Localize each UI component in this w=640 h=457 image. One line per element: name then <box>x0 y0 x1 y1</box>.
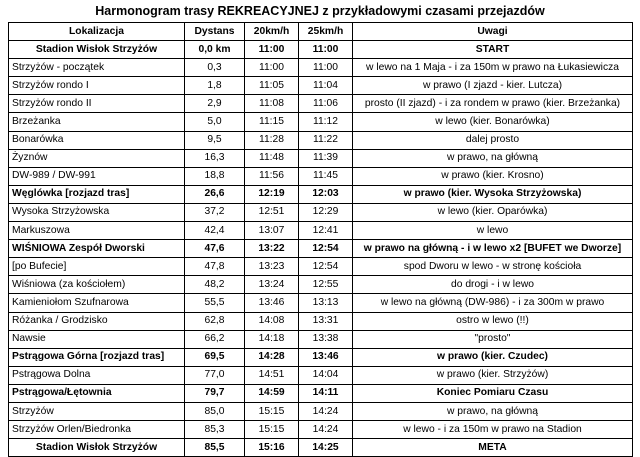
table-row <box>9 167 633 185</box>
header-notes: Uwagi <box>353 23 633 41</box>
location-cell: Brzeżanka <box>9 113 185 131</box>
notes-cell: w lewo na główną (DW-986) - i za 300m w prawo <box>353 294 633 312</box>
distance-cell: 77,0 <box>185 366 245 384</box>
location-cell: Węglówka [rozjazd tras] <box>9 185 185 203</box>
distance-cell: 69,5 <box>185 348 245 366</box>
location-cell: DW-989 / DW-991 <box>9 167 185 185</box>
time-25-cell: 12:55 <box>299 276 353 294</box>
table-row <box>9 113 633 131</box>
distance-cell: 2,9 <box>185 95 245 113</box>
time-25-cell: 12:41 <box>299 222 353 240</box>
location-cell: Bonarówka <box>9 131 185 149</box>
notes-cell: w prawo (kier. Krosno) <box>353 167 633 185</box>
distance-cell: 37,2 <box>185 203 245 221</box>
notes-cell: w prawo na główną - i w lewo x2 [BUFET we Dworze] <box>353 240 633 258</box>
time-25-cell: 14:24 <box>299 402 353 420</box>
distance-cell: 85,5 <box>185 439 245 457</box>
distance-cell: 47,6 <box>185 240 245 258</box>
time-25-cell: 12:03 <box>299 185 353 203</box>
table-row <box>9 95 633 113</box>
distance-cell: 48,2 <box>185 276 245 294</box>
distance-cell: 9,5 <box>185 131 245 149</box>
distance-cell: 26,6 <box>185 185 245 203</box>
time-20-cell: 14:18 <box>245 330 299 348</box>
notes-cell: ostro w lewo (!!) <box>353 312 633 330</box>
time-25-cell: 13:46 <box>299 348 353 366</box>
time-25-cell: 14:04 <box>299 366 353 384</box>
notes-cell: w prawo (I zjazd - kier. Lutcza) <box>353 77 633 95</box>
time-20-cell: 15:15 <box>245 421 299 439</box>
table-header-row <box>9 23 633 41</box>
distance-cell: 0,0 km <box>185 41 245 59</box>
location-cell: Pstrągowa Górna [rozjazd tras] <box>9 348 185 366</box>
table-row <box>9 330 633 348</box>
location-cell: Strzyżów Orlen/Biedronka <box>9 421 185 439</box>
distance-cell: 62,8 <box>185 312 245 330</box>
time-25-cell: 14:24 <box>299 421 353 439</box>
time-20-cell: 13:46 <box>245 294 299 312</box>
notes-cell: START <box>353 41 633 59</box>
location-cell: Pstrągowa/Łętownia <box>9 384 185 402</box>
table-row <box>9 77 633 95</box>
location-cell: Nawsie <box>9 330 185 348</box>
time-25-cell: 13:31 <box>299 312 353 330</box>
distance-cell: 47,8 <box>185 258 245 276</box>
distance-cell: 1,8 <box>185 77 245 95</box>
time-20-cell: 11:56 <box>245 167 299 185</box>
schedule-table <box>8 22 633 457</box>
location-cell: Wiśniowa (za kościołem) <box>9 276 185 294</box>
time-20-cell: 13:24 <box>245 276 299 294</box>
table-row <box>9 294 633 312</box>
time-25-cell: 11:45 <box>299 167 353 185</box>
table-row <box>9 185 633 203</box>
time-25-cell: 11:00 <box>299 59 353 77</box>
distance-cell: 5,0 <box>185 113 245 131</box>
time-20-cell: 15:15 <box>245 402 299 420</box>
time-20-cell: 11:28 <box>245 131 299 149</box>
location-cell: Markuszowa <box>9 222 185 240</box>
time-20-cell: 11:08 <box>245 95 299 113</box>
location-cell: Strzyżów rondo II <box>9 95 185 113</box>
time-20-cell: 14:51 <box>245 366 299 384</box>
time-20-cell: 14:28 <box>245 348 299 366</box>
distance-cell: 42,4 <box>185 222 245 240</box>
table-row <box>9 240 633 258</box>
time-25-cell: 12:54 <box>299 258 353 276</box>
distance-cell: 0,3 <box>185 59 245 77</box>
location-cell: Pstrągowa Dolna <box>9 366 185 384</box>
notes-cell: w lewo - i za 150m w prawo na Stadion <box>353 421 633 439</box>
time-20-cell: 11:48 <box>245 149 299 167</box>
location-cell: Strzyżów - początek <box>9 59 185 77</box>
table-row <box>9 59 633 77</box>
table-row <box>9 402 633 420</box>
table-row <box>9 276 633 294</box>
time-25-cell: 13:13 <box>299 294 353 312</box>
distance-cell: 85,3 <box>185 421 245 439</box>
time-25-cell: 11:39 <box>299 149 353 167</box>
time-20-cell: 14:59 <box>245 384 299 402</box>
time-20-cell: 11:05 <box>245 77 299 95</box>
time-20-cell: 14:08 <box>245 312 299 330</box>
time-20-cell: 13:23 <box>245 258 299 276</box>
location-cell: Wysoka Strzyżowska <box>9 203 185 221</box>
time-25-cell: 13:38 <box>299 330 353 348</box>
distance-cell: 66,2 <box>185 330 245 348</box>
table-row <box>9 203 633 221</box>
notes-cell: w lewo na 1 Maja - i za 150m w prawo na Łukasiewicza <box>353 59 633 77</box>
notes-cell: Koniec Pomiaru Czasu <box>353 384 633 402</box>
table-row <box>9 439 633 457</box>
time-25-cell: 14:25 <box>299 439 353 457</box>
distance-cell: 18,8 <box>185 167 245 185</box>
time-25-cell: 11:12 <box>299 113 353 131</box>
time-25-cell: 11:06 <box>299 95 353 113</box>
notes-cell: w lewo (kier. Bonarówka) <box>353 113 633 131</box>
table-row <box>9 41 633 59</box>
location-cell: Różanka / Grodzisko <box>9 312 185 330</box>
time-25-cell: 12:29 <box>299 203 353 221</box>
distance-cell: 85,0 <box>185 402 245 420</box>
location-cell: Strzyżów <box>9 402 185 420</box>
notes-cell: "prosto" <box>353 330 633 348</box>
time-20-cell: 12:19 <box>245 185 299 203</box>
distance-cell: 79,7 <box>185 384 245 402</box>
notes-cell: w prawo (kier. Strzyżów) <box>353 366 633 384</box>
table-row <box>9 384 633 402</box>
notes-cell: prosto (II zjazd) - i za rondem w prawo (kier. Brzeżanka) <box>353 95 633 113</box>
notes-cell: w prawo (kier. Czudec) <box>353 348 633 366</box>
notes-cell: w prawo (kier. Wysoka Strzyżowska) <box>353 185 633 203</box>
notes-cell: spod Dworu w lewo - w stronę kościoła <box>353 258 633 276</box>
time-20-cell: 11:15 <box>245 113 299 131</box>
location-cell: Stadion Wisłok Strzyżów <box>9 439 185 457</box>
table-row <box>9 131 633 149</box>
time-20-cell: 11:00 <box>245 41 299 59</box>
time-25-cell: 11:04 <box>299 77 353 95</box>
table-row <box>9 348 633 366</box>
location-cell: Stadion Wisłok Strzyżów <box>9 41 185 59</box>
notes-cell: do drogi - i w lewo <box>353 276 633 294</box>
time-20-cell: 13:07 <box>245 222 299 240</box>
notes-cell: w prawo, na główną <box>353 402 633 420</box>
time-20-cell: 11:00 <box>245 59 299 77</box>
time-25-cell: 12:54 <box>299 240 353 258</box>
table-row <box>9 312 633 330</box>
table-row <box>9 421 633 439</box>
document-title: Harmonogram trasy REKREACYJNEJ z przykładowymi czasami przejazdów <box>95 4 545 18</box>
location-cell: Strzyżów rondo I <box>9 77 185 95</box>
distance-cell: 16,3 <box>185 149 245 167</box>
notes-cell: META <box>353 439 633 457</box>
time-25-cell: 11:22 <box>299 131 353 149</box>
table-row <box>9 258 633 276</box>
time-25-cell: 14:11 <box>299 384 353 402</box>
header-time-20: 20km/h <box>245 23 299 41</box>
location-cell: Kamieniołom Szufnarowa <box>9 294 185 312</box>
location-cell: WIŚNIOWA Zespół Dworski <box>9 240 185 258</box>
table-row <box>9 149 633 167</box>
time-25-cell: 11:00 <box>299 41 353 59</box>
table-body <box>9 41 633 457</box>
time-20-cell: 13:22 <box>245 240 299 258</box>
time-20-cell: 12:51 <box>245 203 299 221</box>
distance-cell: 55,5 <box>185 294 245 312</box>
time-20-cell: 15:16 <box>245 439 299 457</box>
header-time-25: 25km/h <box>299 23 353 41</box>
notes-cell: w prawo, na główną <box>353 149 633 167</box>
notes-cell: w lewo <box>353 222 633 240</box>
location-cell: [po Bufecie] <box>9 258 185 276</box>
table-row <box>9 222 633 240</box>
notes-cell: dalej prosto <box>353 131 633 149</box>
notes-cell: w lewo (kier. Oparówka) <box>353 203 633 221</box>
header-distance: Dystans <box>185 23 245 41</box>
location-cell: Żyznów <box>9 149 185 167</box>
table-row <box>9 366 633 384</box>
header-location: Lokalizacja <box>9 23 185 41</box>
